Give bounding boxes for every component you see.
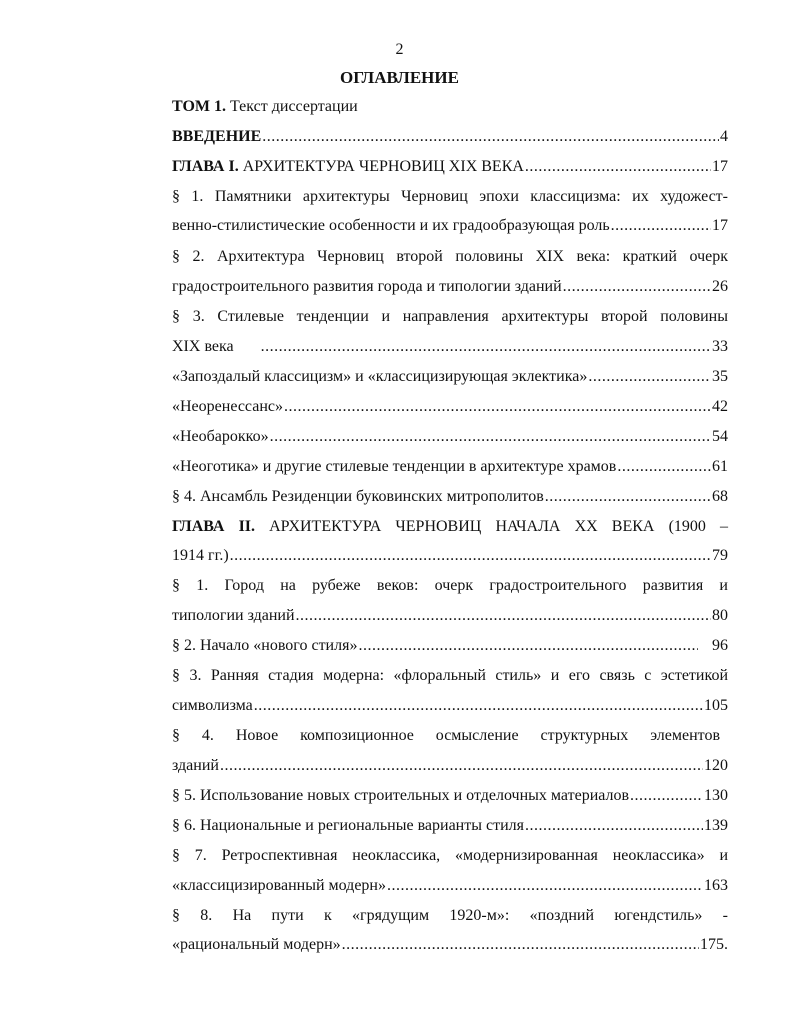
toc-entry-title: § 2. Начало «нового стиля» [172,637,358,654]
toc-entry-title: «Неоготика» и другие стилевые тенденции в архитектуре храмов [172,458,617,475]
toc-leader [254,696,703,716]
toc-entry-title [172,157,524,177]
toc-page-number: 105 [704,697,728,714]
toc-page-number: 17 [712,158,728,175]
toc-leader [261,337,711,357]
toc-entry-ch1-s2 [172,277,728,297]
chapter-title: АРХИТЕКТУРА ЧЕРНОВИЦ XIX ВЕКА [238,158,524,175]
toc-entry-ch1-s3-line1: § 3. Стилевые тенденции и направления архитектуры второй половины [172,308,728,325]
toc-leader [525,157,711,177]
toc-entry-ch1-s4 [172,487,728,507]
toc-entry-ch2-s7 [172,876,728,896]
toc-leader [611,216,711,236]
toc-page-number: 4 [720,128,728,145]
toc-heading: ОГЛАВЛЕНИЕ [340,68,459,87]
toc-page-number: 163 [704,877,728,894]
toc-entry-ch1-s3d [172,457,728,477]
toc-entry-ch2-s3-line1: § 3. Ранняя стадия модерна: «флоральный стиль» и его связь с эстетикой [172,667,728,684]
toc-entry-chapter-1 [172,157,728,177]
toc-page-number: 80 [712,607,728,624]
toc-leader [617,457,711,477]
toc-leader [296,606,711,626]
toc-entry-title: § 5. Использование новых строительных и отделочных материалов [172,787,630,804]
toc-entry-ch2-s8 [172,935,728,955]
toc-entry-title: XIX века [172,338,234,355]
toc-entry-title: «классицизированный модерн» [172,877,386,894]
toc-page-number: 139 [704,817,728,834]
toc-entry-title: зданий [172,757,219,774]
toc-entry-ch1-s3c [172,427,728,447]
toc-entry-ch1-s2-line1: § 2. Архитектура Черновиц второй половины XIX века: краткий очерк [172,248,728,265]
toc-entry-title: венно-стилистические особенности и их градообразующая роль [172,217,610,234]
toc-entry-title: § 6. Национальные и региональные варианты стиля [172,817,524,834]
toc-page-number: 175. [700,936,728,953]
toc-entry-title: «рациональный модерн» [172,936,341,953]
toc-page-number: 68 [712,488,728,505]
toc-leader [563,277,711,297]
toc-entry-title: 1914 гг.) [172,547,229,564]
toc-page-number: 61 [712,458,728,475]
toc-leader [262,127,719,147]
page-number: 2 [395,41,404,58]
toc-page-number: 96 [712,637,728,654]
volume-label: ТОМ 1. [172,98,227,115]
toc-leader [270,427,711,447]
toc-leader [588,367,711,387]
toc-entry-title: типологии зданий [172,607,295,624]
toc-page-number: 130 [704,787,728,804]
toc-leader [525,816,703,836]
toc-entry-title: «Необарокко» [172,428,269,445]
chapter-title: АРХИТЕКТУРА ЧЕРНОВИЦ НАЧАЛА ХХ ВЕКА (1900 – [255,518,728,535]
toc-leader [220,756,703,776]
toc-entry-ch2-s1 [172,606,728,626]
toc-page-number: 17 [712,217,728,234]
toc-page-number: 54 [712,428,728,445]
toc-leader [387,876,703,896]
toc-entry-chapter-2 [172,546,728,566]
toc-page-number: 42 [712,398,728,415]
toc-entry-title: ВВЕДЕНИЕ [172,128,262,145]
toc-entry-title: символизма [172,697,253,714]
volume-title [172,97,728,117]
toc-entry-title: градостроительного развития города и типологии зданий [172,278,562,295]
toc-leader [545,487,711,507]
toc-page-number: 79 [712,547,728,564]
toc-leader [358,636,698,656]
toc-entry-ch1-s3 [172,337,728,357]
toc-entry-ch2-s2 [172,636,728,656]
toc-entry-ch2-s6 [172,816,728,836]
chapter-label: ГЛАВА II. [172,518,256,535]
toc-leader [342,935,699,955]
toc-entry-ch1-s1-line1: § 1. Памятники архитектуры Черновиц эпохи классицизма: их художест- [172,188,728,205]
toc-entry-ch1-s1 [172,216,728,236]
toc-page-number: 26 [712,278,728,295]
toc-entry-ch2-s7-line1: § 7. Ретроспективная неоклассика, «модернизированная неоклассика» и [172,847,728,864]
volume-text: Текст диссертации [226,98,358,115]
toc-entry-title: § 4. Ансамбль Резиденции буковинских митрополитов [172,488,544,505]
toc-entry-ch1-s3b [172,397,728,417]
toc-entry-ch2-s4-line1: § 4. Новое композиционное осмысление структурных элементов [172,727,720,744]
toc-page-number: 35 [712,368,728,385]
toc-entry-ch1-s3a [172,367,728,387]
toc-entry-title: «Неоренессанс» [172,398,283,415]
toc-entry-title: «Запоздалый классицизм» и «классицизирующая эклектика» [172,368,588,385]
toc-entry-ch2-s4 [172,756,728,776]
chapter-label: ГЛАВА I. [172,158,239,175]
toc-entry-chapter-2-line1 [172,517,728,537]
toc-page-number: 33 [712,338,728,355]
toc-leader [230,546,711,566]
toc-entry-ch2-s1-line1: § 1. Город на рубеже веков: очерк градостроительного развития и [172,577,728,594]
toc-entry-ch2-s3 [172,696,728,716]
toc-leader [284,397,711,417]
toc-leader [630,786,703,806]
toc-page-number: 120 [704,757,728,774]
toc-entry-introduction [172,127,728,147]
toc-entry-ch2-s8-line1: § 8. На пути к «грядущим 1920-м»: «поздний югендстиль» - [172,907,728,924]
toc-entry-ch2-s5 [172,786,728,806]
